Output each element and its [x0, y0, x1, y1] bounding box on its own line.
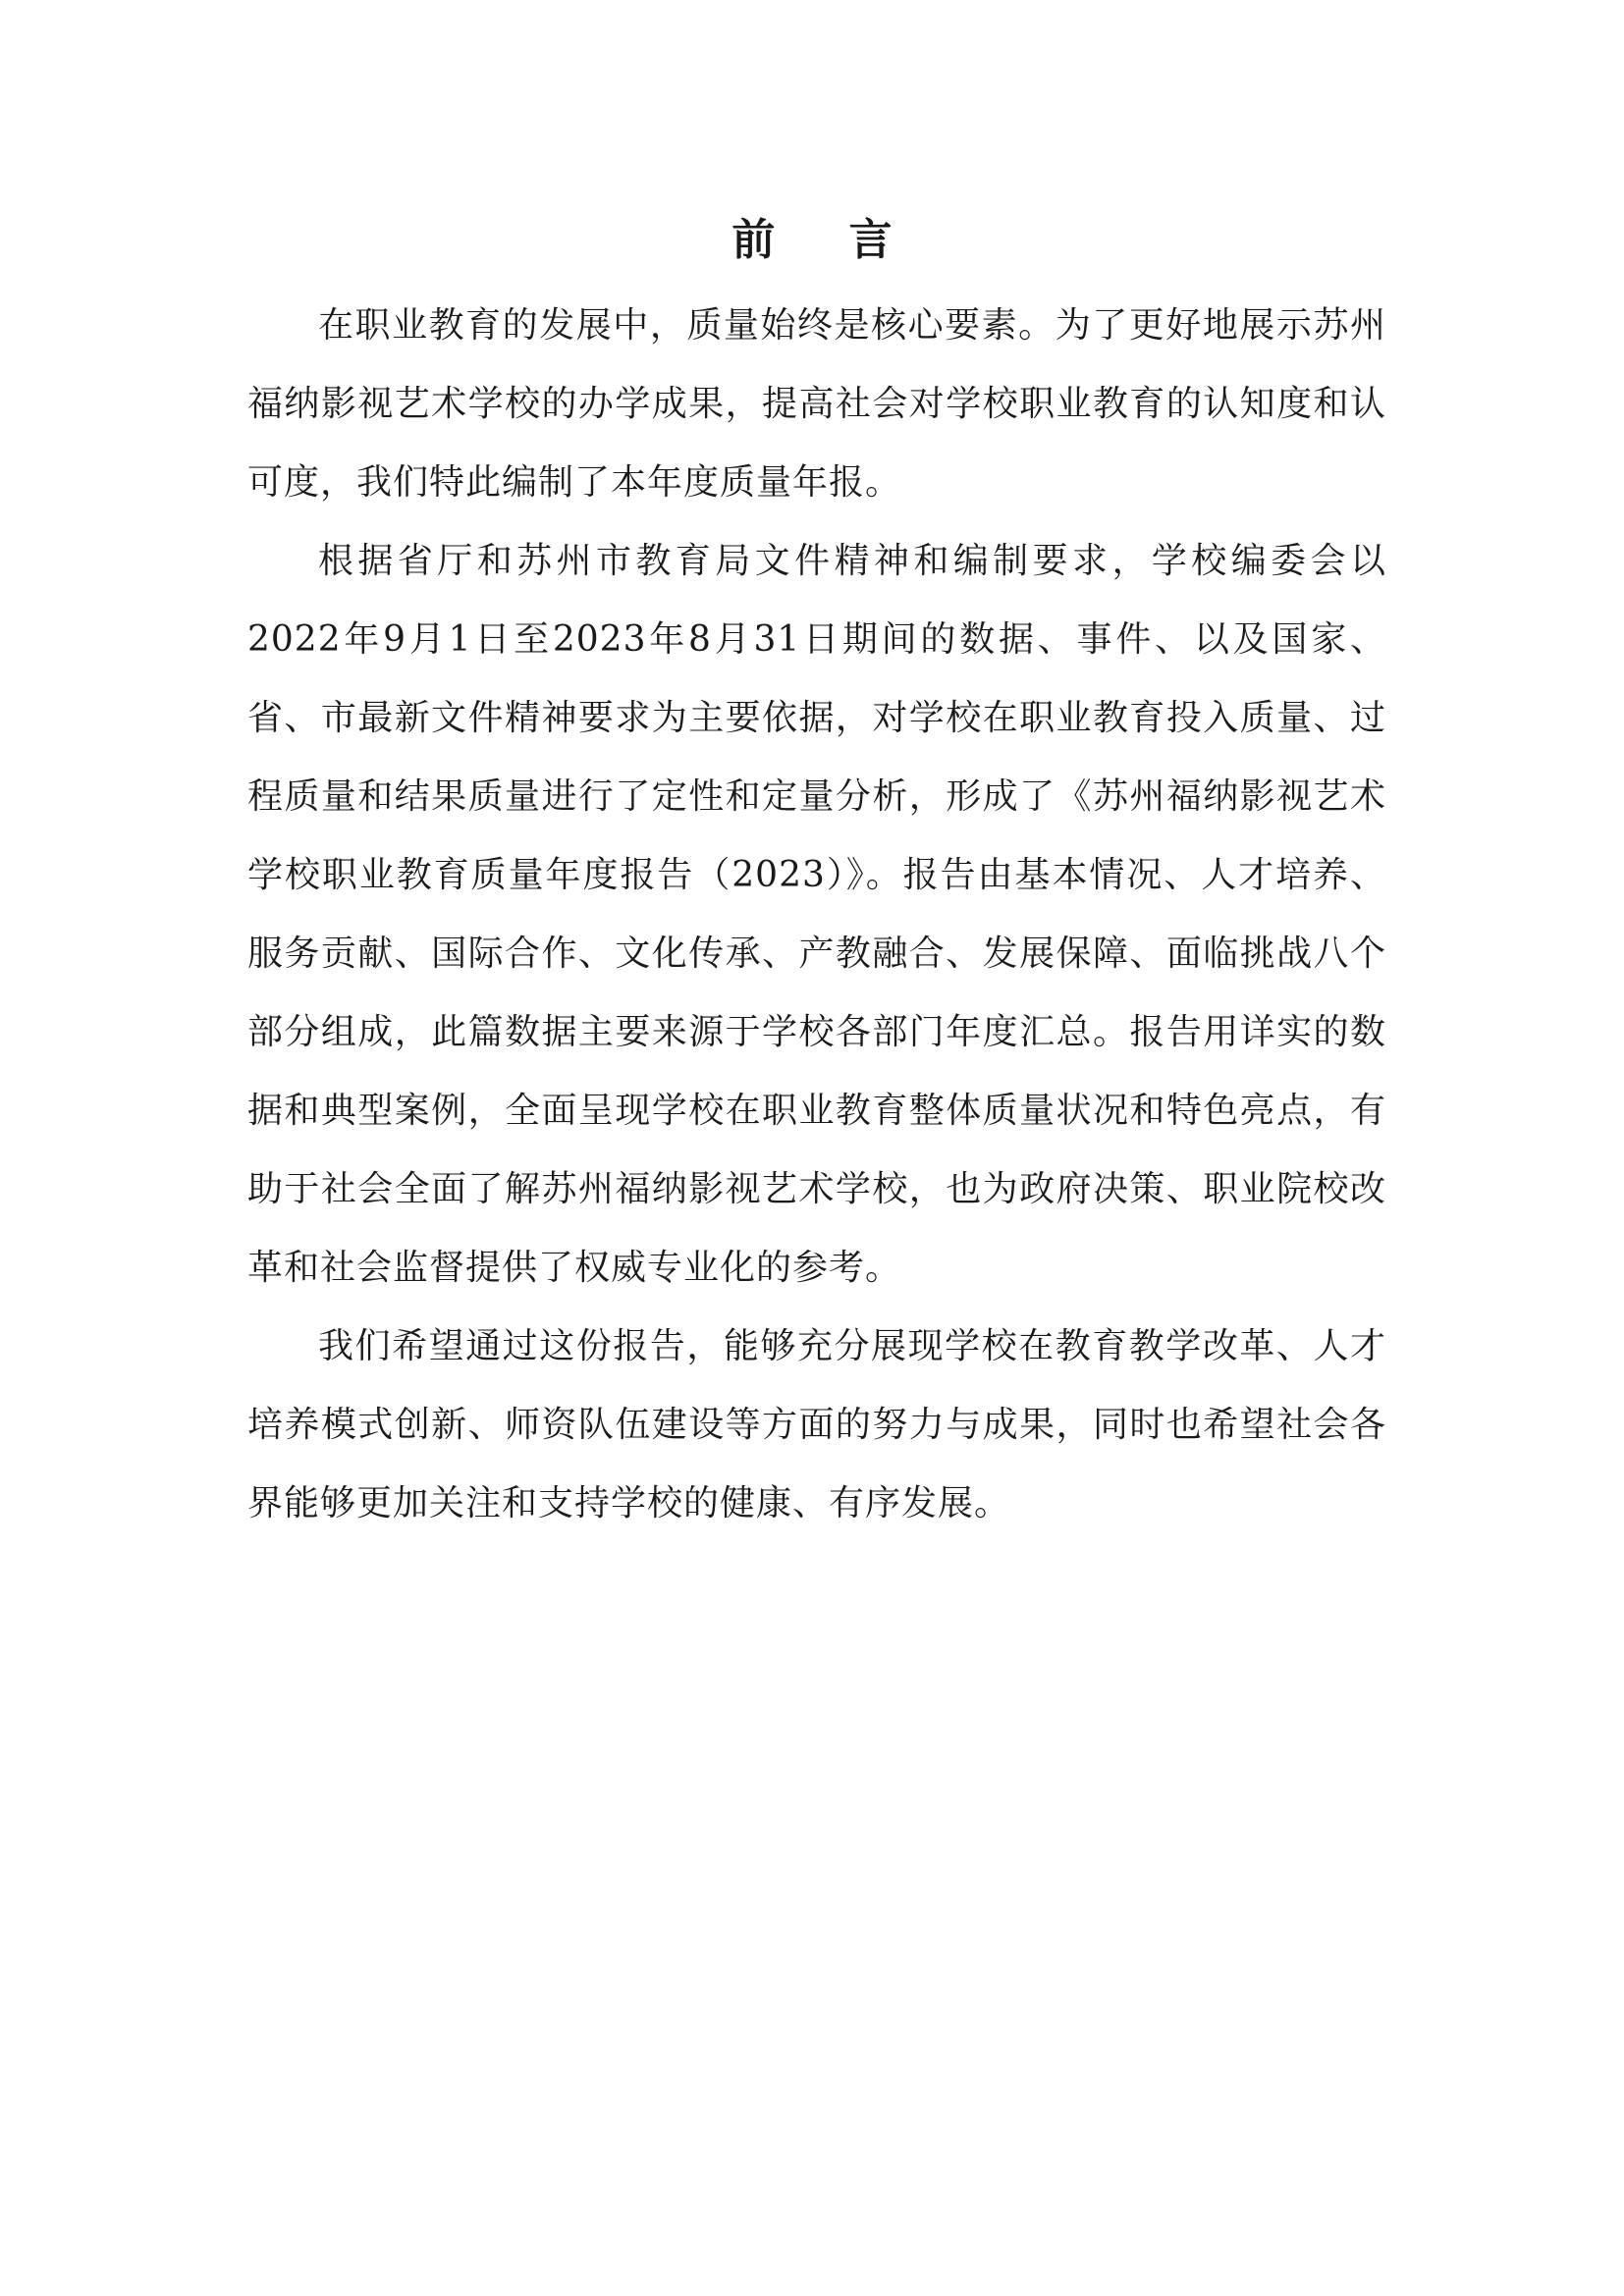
paragraph-intro: 在职业教育的发展中，质量始终是核心要素。为了更好地展示苏州福纳影视艺术学校的办学成果，提高社会对学校职业教育的认知度和认可度，我们特此编制了本年度质量年报。	[247, 305, 1386, 503]
document-body	[247, 287, 1386, 1543]
paragraph-basis: 根据省厅和苏州市教育局文件精神和编制要求，学校编委会以2022年9月1日至2023年8月31日期间的数据、事件、以及国家、省、市最新文件精神要求为主要依据，对学校在职业教育投入质量、过程质量和结果质量进行了定性和定量分析，形成了《苏州福纳影视艺术学校职业教育质量年度报告（2023）》。报告由基本情况、人才培养、服务贡献、国际合作、文化传承、产教融合、发展保障、面临挑战八个部分组成，此篇数据主要来源于学校各部门年度汇总。报告用详实的数据和典型案例，全面呈现学校在职业教育整体质量状况和特色亮点，有助于社会全面了解苏州福纳影视艺术学校，也为政府决策、职业院校改革和社会监督提供了权威专业化的参考。	[247, 541, 1386, 1288]
page-title: 前 言	[731, 215, 922, 265]
paragraph-hope: 我们希望通过这份报告，能够充分展现学校在教育教学改革、人才培养模式创新、师资队伍建设等方面的努力与成果，同时也希望社会各界能够更加关注和支持学校的健康、有序发展。	[247, 1326, 1386, 1523]
